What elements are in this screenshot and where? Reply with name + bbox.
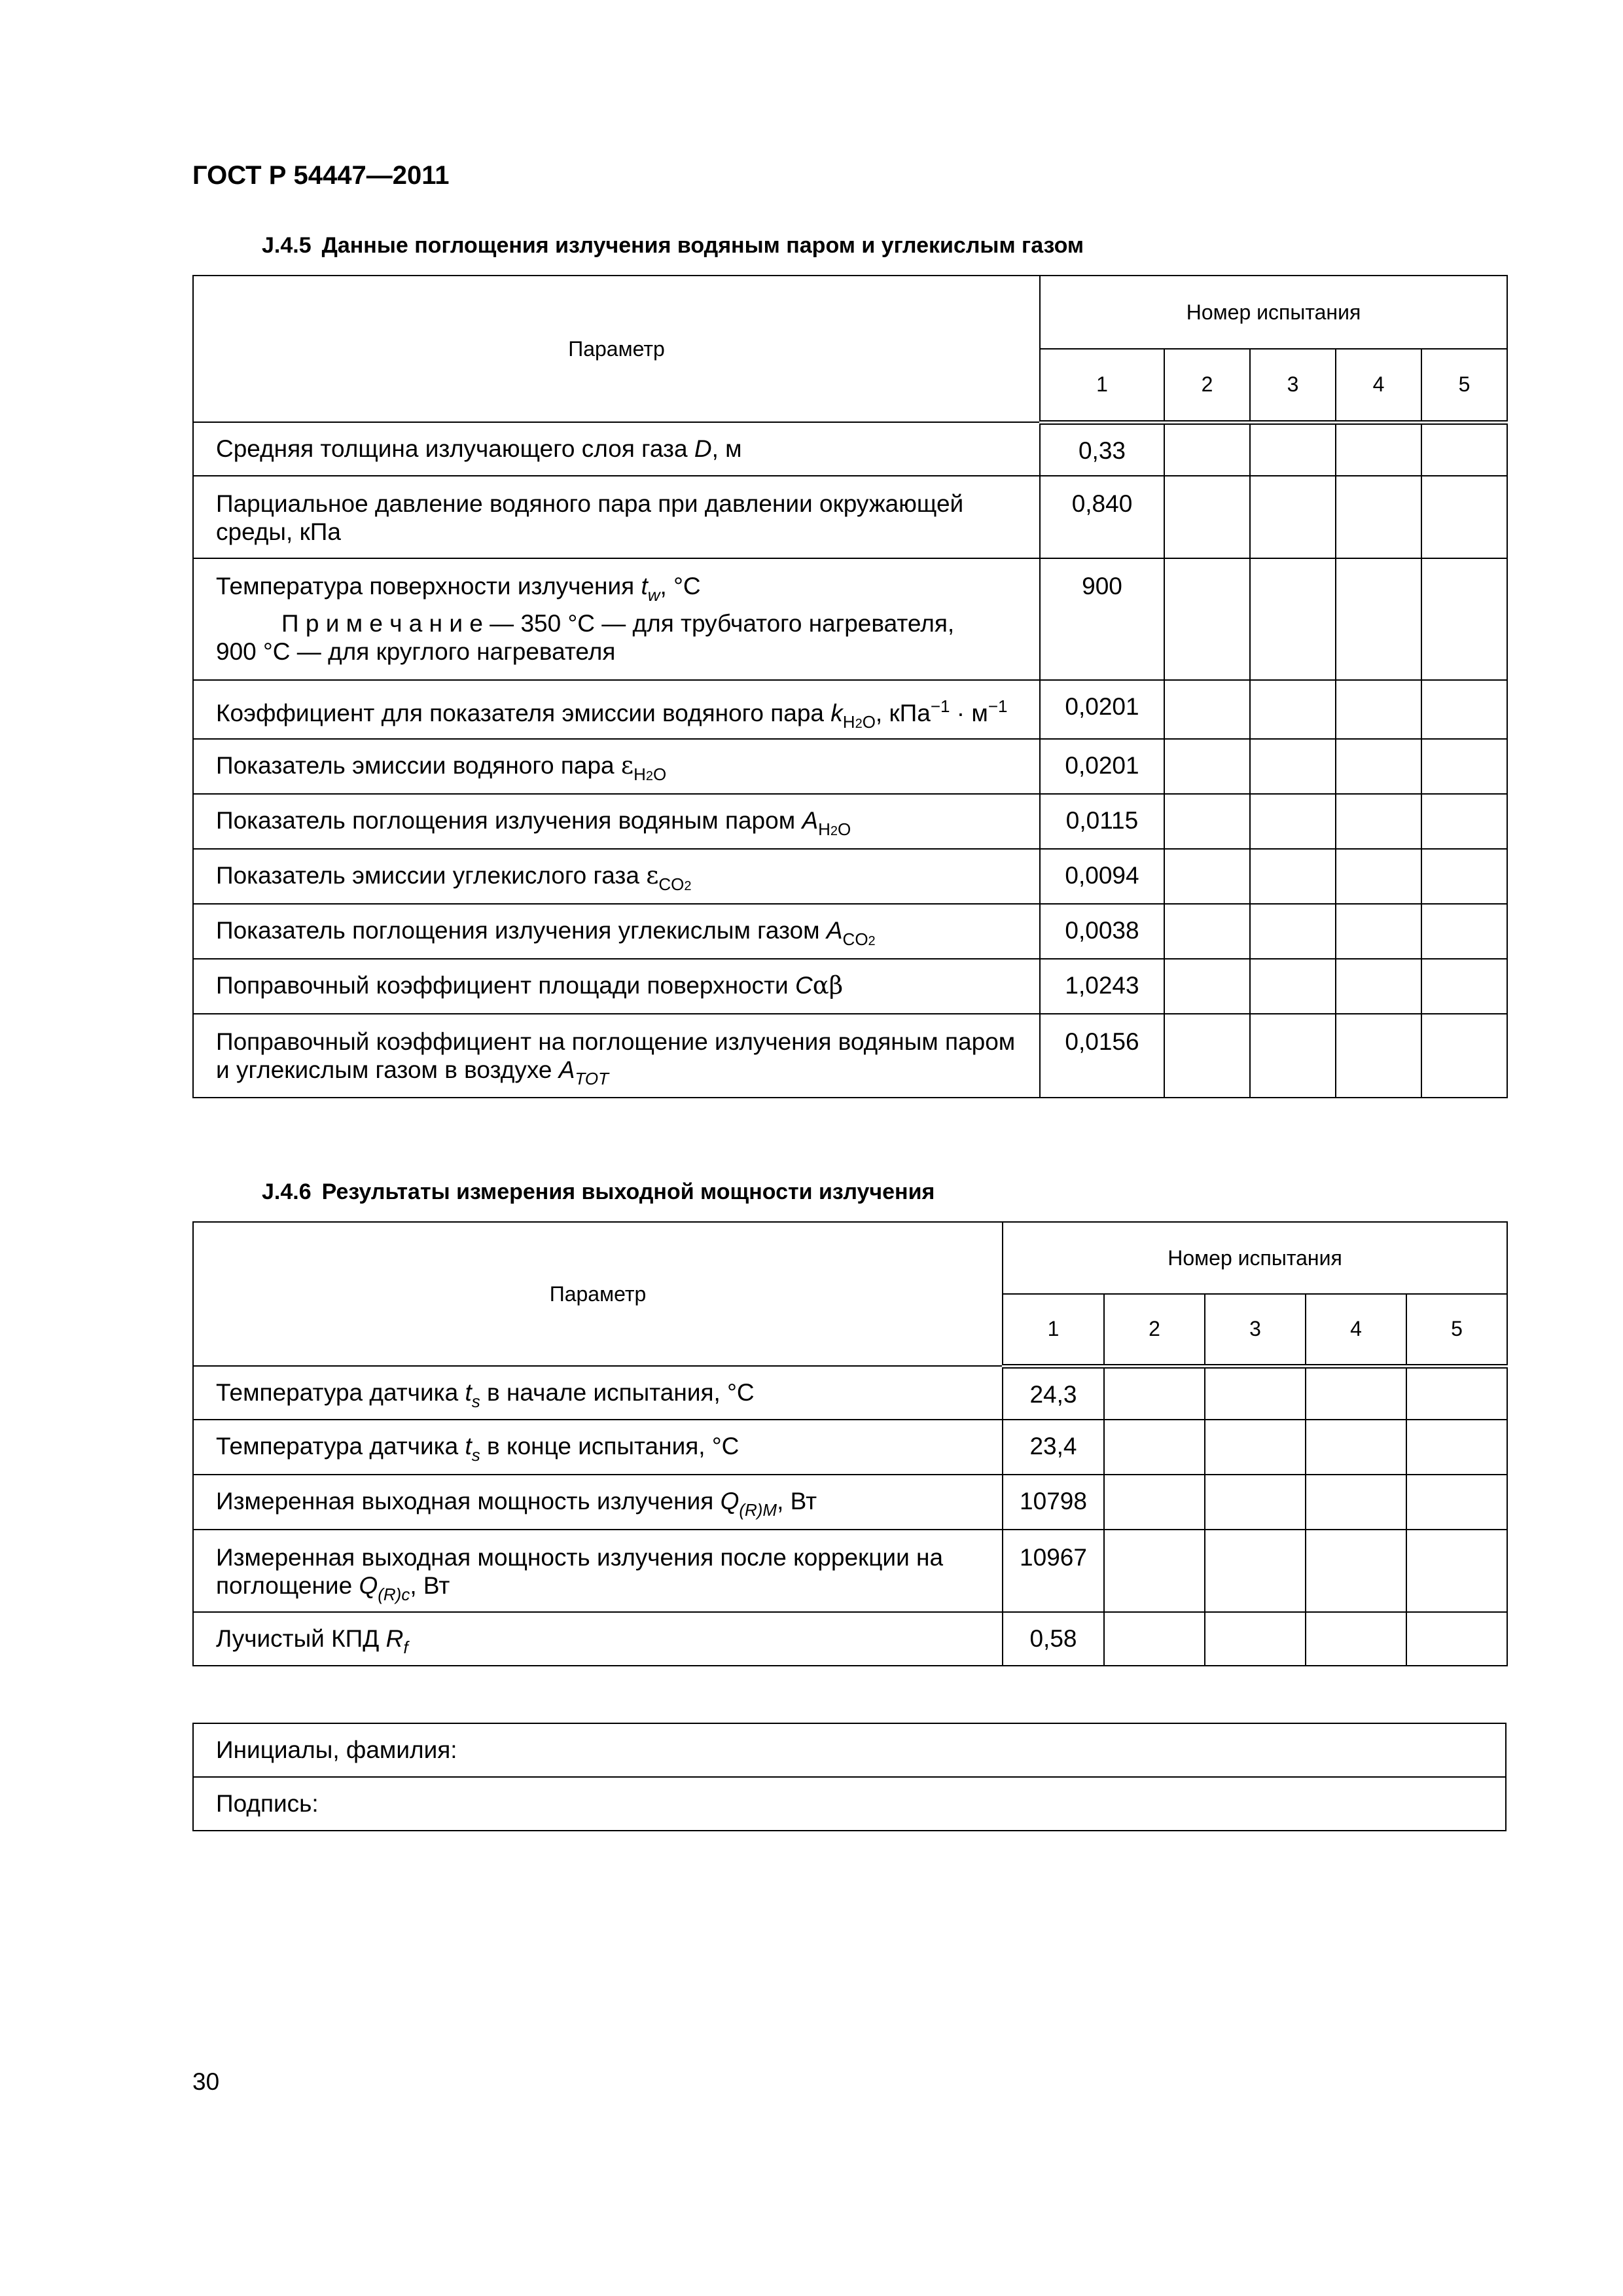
- column-header-test-5: 5: [1421, 349, 1507, 422]
- value-test-1: 0,840: [1040, 476, 1164, 558]
- value-test-4: [1306, 1366, 1406, 1420]
- column-header-test-1: 1: [1040, 349, 1164, 422]
- parameter-cell: Температура датчика $t_s$ в начале испытания, °С: [193, 1366, 1003, 1420]
- section-number: J.4.5: [262, 233, 312, 258]
- value-test-4: [1336, 904, 1421, 959]
- column-header-test-number: Номер испытания: [1003, 1222, 1507, 1294]
- value-test-2: [1164, 476, 1250, 558]
- value-test-1: 0,0201: [1040, 739, 1164, 794]
- column-header-parameter: Параметр: [193, 276, 1040, 422]
- table-row: [193, 1475, 1507, 1530]
- table-row: [193, 1014, 1507, 1098]
- value-test-3: [1250, 1014, 1336, 1098]
- parameter-cell: Лучистый КПД $R_f$: [193, 1612, 1003, 1666]
- value-test-2: [1164, 422, 1250, 476]
- value-test-1: 1,0243: [1040, 959, 1164, 1014]
- value-test-1: 0,33: [1040, 422, 1164, 476]
- table-row: [193, 1420, 1507, 1475]
- value-test-3: [1250, 849, 1336, 904]
- parameter-cell: Средняя толщина излучающего слоя газа D, м: [193, 422, 1040, 476]
- column-header-test-number: Номер испытания: [1040, 276, 1507, 349]
- value-test-4: [1306, 1530, 1406, 1612]
- column-header-test-1: 1: [1003, 1294, 1104, 1366]
- table-row: [193, 794, 1507, 849]
- section-title-text: Данные поглощения излучения водяным паром и углекислым газом: [321, 233, 1084, 258]
- output-power-table: [192, 1221, 1508, 1666]
- table-row: [193, 1530, 1507, 1612]
- table-row: [193, 558, 1507, 680]
- column-header-test-3: 3: [1250, 349, 1336, 422]
- table-row: [193, 422, 1507, 476]
- parameter-cell: Поправочный коэффициент площади поверхности Cαβ: [193, 959, 1040, 1014]
- value-test-1: 900: [1040, 558, 1164, 680]
- value-test-3: [1250, 558, 1336, 680]
- parameter-cell: Показатель поглощения излучения углекислым газом $A_{CO2}$: [193, 904, 1040, 959]
- value-test-3: [1205, 1612, 1306, 1666]
- parameter-cell: Показатель поглощения излучения водяным паром $A_{H2O}$: [193, 794, 1040, 849]
- table-row: [193, 739, 1507, 794]
- section-title-text: Результаты измерения выходной мощности излучения: [321, 1179, 935, 1204]
- value-test-4: [1336, 1014, 1421, 1098]
- value-test-5: [1421, 476, 1507, 558]
- value-test-3: [1250, 904, 1336, 959]
- value-test-4: [1336, 739, 1421, 794]
- value-test-4: [1336, 794, 1421, 849]
- value-test-2: [1104, 1475, 1205, 1530]
- value-test-1: 0,0201: [1040, 680, 1164, 739]
- column-header-test-4: 4: [1336, 349, 1421, 422]
- value-test-4: [1336, 422, 1421, 476]
- value-test-3: [1250, 739, 1336, 794]
- signature-field-label: Подпись:: [193, 1777, 1506, 1831]
- value-test-5: [1421, 794, 1507, 849]
- column-header-test-3: 3: [1205, 1294, 1306, 1366]
- parameter-cell: Коэффициент для показателя эмиссии водяного пара $k_{H2O}$, $кПа^{-1} \cdot м^{-1}$: [193, 680, 1040, 739]
- parameter-cell: Показатель эмиссии углекислого газа $\varepsilon_{CO2}$: [193, 849, 1040, 904]
- value-test-3: [1205, 1366, 1306, 1420]
- parameter-cell: Парциальное давление водяного пара при давлении окружающей среды, кПа: [193, 476, 1040, 558]
- column-header-test-4: 4: [1306, 1294, 1406, 1366]
- value-test-3: [1250, 959, 1336, 1014]
- parameter-cell: Температура поверхности излучения $t_w$, °С П р и м е ч а н и е — 350 °С — для трубчатого нагревателя, 900 °С — для круглого нагревателя: [193, 558, 1040, 680]
- value-test-1: 10967: [1003, 1530, 1104, 1612]
- column-header-test-2: 2: [1104, 1294, 1205, 1366]
- value-test-4: [1336, 680, 1421, 739]
- value-test-3: [1250, 422, 1336, 476]
- column-header-test-2: 2: [1164, 349, 1250, 422]
- value-test-2: [1164, 794, 1250, 849]
- value-test-3: [1205, 1420, 1306, 1475]
- value-test-4: [1336, 849, 1421, 904]
- value-test-2: [1164, 680, 1250, 739]
- value-test-1: 23,4: [1003, 1420, 1104, 1475]
- initials-field-label: Инициалы, фамилия:: [193, 1723, 1506, 1777]
- value-test-5: [1421, 904, 1507, 959]
- value-test-3: [1250, 794, 1336, 849]
- value-test-2: [1104, 1420, 1205, 1475]
- value-test-5: [1406, 1475, 1507, 1530]
- value-test-3: [1205, 1530, 1306, 1612]
- table-row: [193, 1612, 1507, 1666]
- value-test-1: 0,0038: [1040, 904, 1164, 959]
- value-test-2: [1164, 558, 1250, 680]
- value-test-5: [1406, 1420, 1507, 1475]
- value-test-5: [1421, 1014, 1507, 1098]
- value-test-4: [1336, 959, 1421, 1014]
- parameter-cell: Измеренная выходная мощность излучения после коррекции на поглощение $Q_{(R)c}$, Вт: [193, 1530, 1003, 1612]
- document-code: ГОСТ Р 54447—2011: [192, 161, 450, 190]
- value-test-5: [1421, 422, 1507, 476]
- value-test-4: [1336, 476, 1421, 558]
- note-text-continued: 900 °С — для круглого нагревателя: [216, 638, 616, 665]
- value-test-5: [1406, 1366, 1507, 1420]
- value-test-5: [1421, 959, 1507, 1014]
- table-row: [193, 959, 1507, 1014]
- value-test-4: [1306, 1420, 1406, 1475]
- value-test-4: [1306, 1612, 1406, 1666]
- value-test-2: [1164, 959, 1250, 1014]
- value-test-4: [1336, 558, 1421, 680]
- table-row: [193, 904, 1507, 959]
- section-title-j46: [262, 1179, 935, 1205]
- table-row: [193, 1366, 1507, 1420]
- value-test-2: [1164, 1014, 1250, 1098]
- value-test-5: [1406, 1612, 1507, 1666]
- value-test-5: [1421, 680, 1507, 739]
- parameter-cell: Измеренная выходная мощность излучения $Q_{(R)M}$, Вт: [193, 1475, 1003, 1530]
- value-test-4: [1306, 1475, 1406, 1530]
- column-header-parameter: Параметр: [193, 1222, 1003, 1366]
- parameter-cell: Температура датчика $t_s$ в конце испытания, °С: [193, 1420, 1003, 1475]
- value-test-1: 0,0094: [1040, 849, 1164, 904]
- value-test-2: [1104, 1366, 1205, 1420]
- value-test-1: 24,3: [1003, 1366, 1104, 1420]
- section-number: J.4.6: [262, 1179, 312, 1204]
- value-test-2: [1164, 904, 1250, 959]
- table-row: [193, 849, 1507, 904]
- value-test-1: 0,0115: [1040, 794, 1164, 849]
- value-test-2: [1164, 739, 1250, 794]
- value-test-1: 0,58: [1003, 1612, 1104, 1666]
- table-row: [193, 476, 1507, 558]
- parameter-cell: Поправочный коэффициент на поглощение излучения водяным паром и углекислым газом в воздухе $A_{TOT}$: [193, 1014, 1040, 1098]
- value-test-3: [1250, 680, 1336, 739]
- value-test-3: [1205, 1475, 1306, 1530]
- column-header-test-5: 5: [1406, 1294, 1507, 1366]
- note-text: П р и м е ч а н и е — 350 °С — для трубчатого нагревателя,: [281, 610, 955, 637]
- value-test-5: [1406, 1530, 1507, 1612]
- section-title-j45: [262, 233, 1084, 259]
- value-test-2: [1104, 1530, 1205, 1612]
- parameter-cell: Показатель эмиссии водяного пара $\varepsilon_{H2O}$: [193, 739, 1040, 794]
- value-test-1: 10798: [1003, 1475, 1104, 1530]
- value-test-2: [1104, 1612, 1205, 1666]
- value-test-5: [1421, 739, 1507, 794]
- value-test-3: [1250, 476, 1336, 558]
- table-row: [193, 680, 1507, 739]
- value-test-2: [1164, 849, 1250, 904]
- signature-table: [192, 1723, 1507, 1831]
- value-test-5: [1421, 849, 1507, 904]
- value-test-5: [1421, 558, 1507, 680]
- value-test-1: 0,0156: [1040, 1014, 1164, 1098]
- absorption-data-table: [192, 275, 1508, 1098]
- page-number: 30: [192, 2068, 220, 2095]
